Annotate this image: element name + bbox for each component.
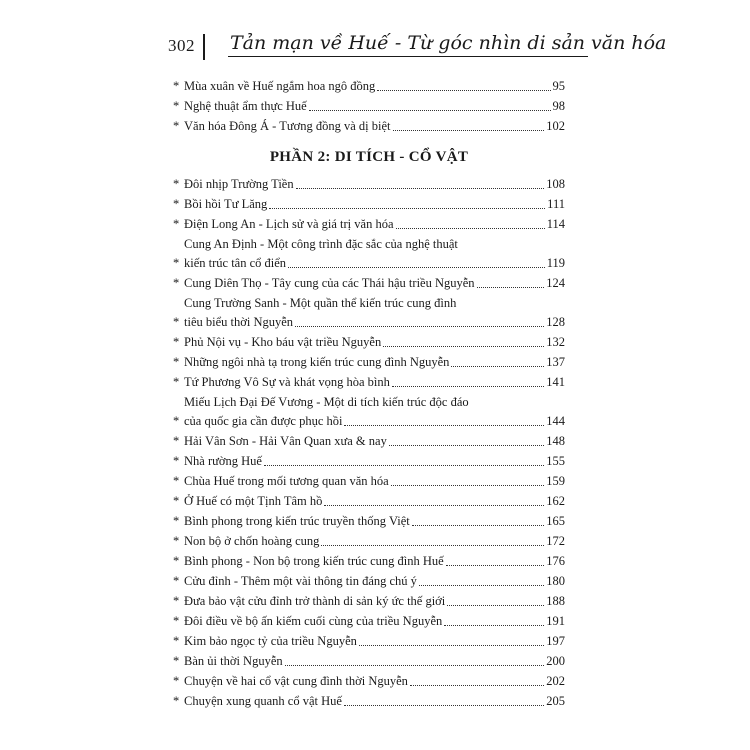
page-header (168, 32, 667, 64)
toc-entry (173, 492, 565, 511)
dot-leader (477, 287, 545, 288)
toc-page-number: 102 (546, 119, 565, 133)
dot-leader (451, 366, 544, 367)
toc-entry (173, 215, 565, 234)
toc-bullet: * (173, 217, 180, 231)
toc-bullet: * (173, 99, 180, 113)
dot-leader (393, 130, 545, 131)
dot-leader (324, 505, 544, 506)
toc-entry (173, 552, 565, 571)
dot-leader (344, 705, 544, 706)
dot-leader (309, 110, 551, 111)
dot-leader (321, 545, 544, 546)
toc-page-number: 95 (552, 79, 565, 93)
toc-bullet: * (173, 674, 180, 688)
dot-leader (446, 565, 545, 566)
toc-entry (173, 532, 565, 551)
toc-entry (173, 652, 565, 671)
toc-page-number: 155 (546, 454, 565, 468)
header-divider (203, 34, 205, 60)
table-of-contents (173, 77, 565, 711)
toc-page-number: 165 (546, 514, 565, 528)
toc-entry-title-line: Miếu Lịch Đại Đế Vương - Một di tích kiến trúc độc đáo (184, 395, 469, 409)
toc-page-number: 114 (546, 217, 565, 231)
toc-page-number: 202 (546, 674, 565, 688)
dot-leader (295, 326, 544, 327)
toc-bullet: * (173, 594, 180, 608)
toc-intro-list (173, 77, 565, 136)
toc-bullet: * (173, 554, 180, 568)
toc-entry (173, 77, 565, 96)
toc-entry-title-line: Mùa xuân về Huế ngắm hoa ngô đồng (184, 79, 376, 93)
toc-entry-title-line: Chuyện xung quanh cổ vật Huế (184, 694, 342, 708)
toc-bullet: * (173, 315, 180, 329)
toc-entry (173, 97, 565, 116)
toc-page-number: 144 (546, 414, 565, 428)
toc-entry-title-line: Văn hóa Đông Á - Tương đồng và dị biệt (184, 119, 391, 133)
dot-leader (391, 485, 545, 486)
toc-entry-title-line: Nhà rường Huế (184, 454, 262, 468)
toc-entry (173, 672, 565, 691)
dot-leader (359, 645, 544, 646)
toc-bullet: * (173, 256, 180, 270)
toc-page-number: 162 (546, 494, 565, 508)
toc-page-number: 137 (546, 355, 565, 369)
toc-entry (173, 175, 565, 194)
toc-bullet: * (173, 454, 180, 468)
toc-bullet: * (173, 654, 180, 668)
dot-leader (447, 605, 544, 606)
toc-entry-title-line: Đôi nhịp Trường Tiền (184, 177, 294, 191)
toc-entry (173, 274, 565, 293)
toc-page-number: 172 (546, 534, 565, 548)
toc-entry-title-line: Bình phong trong kiến trúc truyền thống Việt (184, 514, 410, 528)
toc-page-number: 108 (546, 177, 565, 191)
toc-entry (173, 333, 565, 352)
toc-entry-title-line: Cung Trường Sanh - Một quần thể kiến trúc cung đình (184, 296, 457, 310)
toc-page-number: 180 (546, 574, 565, 588)
dot-leader (396, 228, 545, 229)
toc-entry (173, 452, 565, 471)
toc-bullet: * (173, 276, 180, 290)
toc-bullet: * (173, 614, 180, 628)
toc-entry (173, 512, 565, 531)
toc-page-number: 141 (546, 375, 565, 389)
toc-entry (173, 592, 565, 611)
toc-bullet: * (173, 335, 180, 349)
toc-entry-title-line: Bình phong - Non bộ trong kiến trúc cung đình Huế (184, 554, 444, 568)
dot-leader (377, 90, 550, 91)
toc-section-list (173, 175, 565, 711)
dot-leader (412, 525, 545, 526)
toc-bullet: * (173, 79, 180, 93)
toc-entry (173, 472, 565, 491)
header-underline (228, 56, 588, 57)
toc-page-number: 128 (546, 315, 565, 329)
toc-entry (173, 572, 565, 591)
toc-entry-title-line: Hải Vân Sơn - Hải Vân Quan xưa & nay (184, 434, 387, 448)
toc-page-number: 191 (546, 614, 565, 628)
dot-leader (269, 208, 545, 209)
toc-entry-title-line: kiến trúc tân cổ điển (184, 256, 287, 270)
toc-page-number: 98 (552, 99, 565, 113)
toc-bullet: * (173, 119, 180, 133)
toc-bullet: * (173, 375, 180, 389)
toc-entry-title-line: Non bộ ở chốn hoàng cung (184, 534, 320, 548)
toc-entry-title-line: Chùa Huế trong mối tương quan văn hóa (184, 474, 389, 488)
toc-bullet: * (173, 177, 180, 191)
toc-page-number: 159 (546, 474, 565, 488)
toc-page-number: 124 (546, 276, 565, 290)
toc-entry-title-line: Phủ Nội vụ - Kho báu vật triều Nguyễn (184, 335, 382, 349)
toc-page-number: 148 (546, 434, 565, 448)
toc-entry-title-line: tiêu biểu thời Nguyễn (184, 315, 294, 329)
toc-entry-title-line: Nghệ thuật ẩm thực Huế (184, 99, 307, 113)
toc-entry-title-line: Những ngôi nhà tạ trong kiến trúc cung đình Nguyễn (184, 355, 450, 369)
dot-leader (392, 386, 544, 387)
toc-page-number: 205 (546, 694, 565, 708)
toc-bullet: * (173, 514, 180, 528)
page-number: 302 (168, 36, 195, 55)
dot-leader (296, 188, 545, 189)
toc-bullet: * (173, 434, 180, 448)
toc-bullet: * (173, 474, 180, 488)
dot-leader (285, 665, 545, 666)
toc-entry-title-line: Bàn ủi thời Nguyễn (184, 654, 283, 668)
toc-bullet: * (173, 197, 180, 211)
toc-page-number: 111 (547, 197, 565, 211)
toc-entry-title-line: của quốc gia cần được phục hồi (184, 414, 343, 428)
toc-page-number: 119 (546, 256, 565, 270)
toc-entry-title-line: Ở Huế có một Tịnh Tâm hồ (184, 494, 323, 508)
toc-page-number: 197 (546, 634, 565, 648)
dot-leader (389, 445, 544, 446)
dot-leader (288, 267, 545, 268)
dot-leader (419, 585, 544, 586)
dot-leader (444, 625, 544, 626)
toc-entry (173, 432, 565, 451)
toc-bullet: * (173, 694, 180, 708)
toc-entry (173, 117, 565, 136)
toc-entry-title-line: Điện Long An - Lịch sử và giá trị văn hóa (184, 217, 394, 231)
toc-bullet: * (173, 355, 180, 369)
toc-page-number: 176 (546, 554, 565, 568)
running-title: Tản mạn về Huế - Từ góc nhìn di sản văn hóa (230, 32, 667, 54)
toc-bullet: * (173, 574, 180, 588)
toc-entry (173, 353, 565, 372)
toc-entry-title-line: Tứ Phương Vô Sự và khát vọng hòa bình (184, 375, 390, 389)
toc-entry-title-line: Chuyện về hai cổ vật cung đình thời Nguyễn (184, 674, 408, 688)
toc-entry-title-line: Cung Diên Thọ - Tây cung của các Thái hậu triều Nguyễn (184, 276, 475, 290)
toc-entry (173, 373, 565, 392)
toc-bullet: * (173, 494, 180, 508)
toc-bullet: * (173, 634, 180, 648)
dot-leader (383, 346, 544, 347)
dot-leader (410, 685, 544, 686)
section-heading: PHẦN 2: DI TÍCH - CỔ VẬT (269, 149, 469, 165)
toc-page-number: 188 (546, 594, 565, 608)
toc-entry (173, 612, 565, 631)
toc-bullet: * (173, 534, 180, 548)
toc-page-number: 132 (546, 335, 565, 349)
toc-entry (173, 195, 565, 214)
toc-entry (173, 692, 565, 711)
toc-bullet: * (173, 414, 180, 428)
toc-entry (173, 632, 565, 651)
toc-entry (173, 393, 565, 431)
dot-leader (344, 425, 544, 426)
toc-entry (173, 235, 565, 273)
toc-entry-title-line: Cửu đỉnh - Thêm một vài thông tin đáng chú ý (184, 574, 417, 588)
toc-entry-title-line: Kim bảo ngọc tỷ của triều Nguyễn (184, 634, 357, 648)
toc-entry (173, 294, 565, 332)
toc-entry-title-line: Cung An Định - Một công trình đặc sắc của nghệ thuật (184, 237, 458, 251)
toc-page-number: 200 (546, 654, 565, 668)
dot-leader (264, 465, 544, 466)
toc-entry-title-line: Đưa bảo vật cửu đỉnh trở thành di sản ký ức thế giới (184, 594, 446, 608)
toc-entry-title-line: Đôi điều về bộ ấn kiếm cuối cùng của triều Nguyễn (184, 614, 443, 628)
toc-entry-title-line: Bồi hồi Tư Lăng (184, 197, 268, 211)
